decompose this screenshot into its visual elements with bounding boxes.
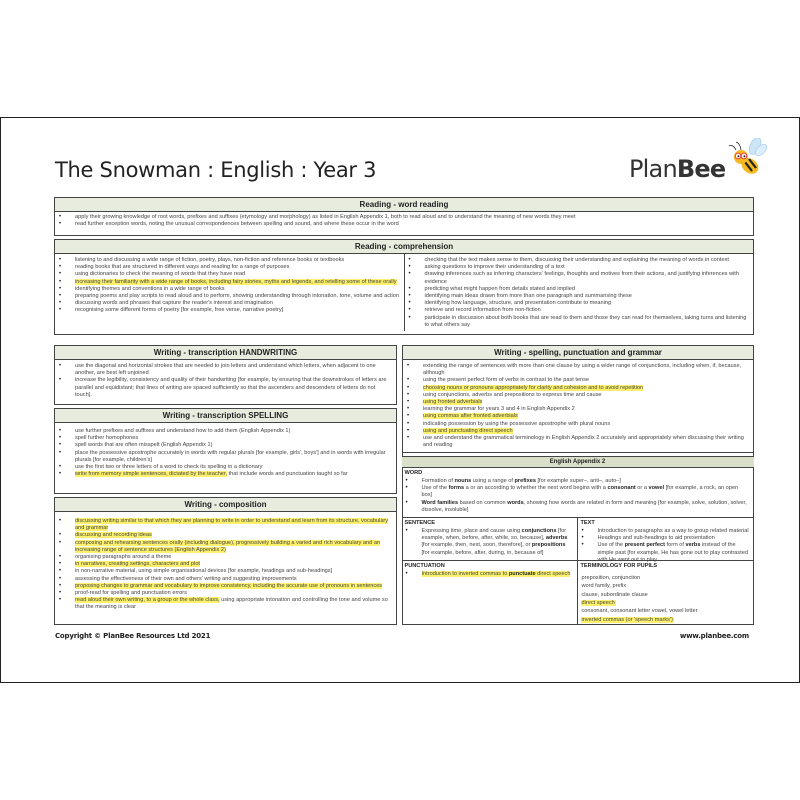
list-item: • predicting what might happen from details stated and implied	[409, 286, 750, 293]
appendix-terminology-label: TERMINOLOGY FOR PUPILS	[580, 563, 658, 570]
planbee-logo	[629, 138, 769, 188]
appendix-word-list	[402, 477, 754, 517]
list-item: • spell further homophones	[59, 435, 392, 442]
list-item: • participate in discussion about both books that are read to them and those they can read for themselves, taking turns and listening to what others say	[409, 315, 750, 329]
appendix-text-list	[578, 527, 754, 566]
list-item: • identifying how language, structure, and presentation contribute to meaning	[409, 300, 750, 307]
list-item: • increasing their familiarity with a wide range of books, including fairy stories, myths and legends, and retelling some of these orally	[59, 279, 400, 286]
list-item: • Introduction to paragraphs as a way to group related material	[582, 528, 750, 535]
list-item: • increase the legibility, consistency and quality of their handwriting [for example, by ensuring that the downstrokes of letters are parallel and equidistant; that lines of writing are spaced sufficiently so that the ascenders and descenders of letters do not touch].	[59, 377, 392, 399]
section-heading: Writing - transcription HANDWRITING	[55, 346, 396, 360]
list-item: • use the first two or three letters of a word to check its spelling in a dictionary	[59, 464, 392, 471]
word-reading-list	[55, 212, 753, 230]
list-item: • identifying themes and conventions in a wide range of books	[59, 286, 400, 293]
list-item: • discussing and recording ideas	[59, 532, 392, 539]
spag-list	[403, 360, 753, 451]
appendix-word-label: WORD	[404, 470, 423, 476]
list-item: • choosing nouns or pronouns appropriately for clarity and cohesion and to avoid repetition	[407, 385, 749, 392]
list-item: • preparing poems and play scripts to read aloud and to perform, showing understanding through intonation, tone, volume and action	[59, 293, 400, 300]
list-item: • listening to and discussing a wide range of fiction, poetry, plays, non-fiction and reference books or textbooks	[59, 257, 400, 264]
list-item: • learning the grammar for years 3 and 4 in English Appendix 2	[407, 406, 749, 413]
section-spag	[402, 345, 754, 625]
appendix-2	[402, 452, 754, 624]
list-item: • composing and rehearsing sentences orally (including dialogue), progressively building a varied and rich vocabulary and an increasing range of sentence structures (English Appendix 2)	[59, 540, 392, 554]
logo-text-plan: Plan	[629, 155, 677, 183]
section-comprehension	[54, 239, 754, 335]
section-composition	[54, 497, 397, 625]
list-item: • use the diagonal and horizontal strokes that are needed to join letters and understand which letters, when adjacent to one another, are best left unjoined	[59, 363, 392, 377]
appendix-punctuation-label: PUNCTUATION	[404, 563, 445, 570]
list-item: • retrieve and record information from non-fiction	[409, 307, 750, 314]
appendix-text	[578, 518, 754, 563]
list-item: • write from memory simple sentences, dictated by the teacher, that include words and punctuation taught so far	[59, 471, 392, 478]
list-item: • using conjunctions, adverbs and prepositions to express time and cause	[407, 392, 749, 399]
list-item: • in non-narrative material, using simple organisational devices [for example, headings and sub-headings]	[59, 568, 392, 575]
section-heading: Writing - composition	[55, 498, 396, 512]
terminology-item: direct speech	[581, 599, 615, 606]
list-item: • using commas after fronted adverbials	[407, 413, 749, 420]
comprehension-left-list	[55, 254, 404, 317]
website-link[interactable]: www.planbee.com	[679, 632, 749, 640]
composition-list	[55, 512, 396, 614]
section-heading: Reading - comprehension	[55, 240, 753, 254]
appendix-punctuation	[402, 560, 578, 624]
list-item: • assessing the effectiveness of their own and others' writing and suggesting improvements	[59, 576, 392, 583]
terminology-item: clause, subordinate clause	[581, 591, 648, 598]
list-item: • identifying main ideas drawn from more than one paragraph and summarising these	[409, 293, 750, 300]
list-item: • read aloud their own writing, to a group or the whole class, using appropriate intonation and controlling the tone and volume so that the meaning is clear	[59, 597, 392, 611]
appendix-grid	[402, 517, 754, 624]
terminology-item: preposition, conjunction	[581, 575, 641, 582]
copyright-text: Copyright © PlanBee Resources Ltd 2021	[55, 632, 211, 640]
list-item: • Use of the forms a or an according to whether the next word begins with a consonant or a vowel [for example, a rock, an open box]	[406, 485, 750, 499]
list-item: • Formation of nouns using a range of prefixes [for example super–, anti–, auto–]	[406, 478, 750, 485]
appendix-terminology	[578, 560, 754, 624]
section-handwriting	[54, 345, 397, 405]
list-item: • discussing words and phrases that capture the reader's interest and imagination	[59, 300, 400, 307]
section-heading: Reading - word reading	[55, 198, 753, 212]
appendix-word	[402, 468, 754, 517]
list-item: • recognising some different forms of poetry [for example, free verse, narrative poetry]	[59, 307, 400, 314]
appendix-heading: English Appendix 2	[402, 456, 754, 468]
list-item: • use further prefixes and suffixes and understand how to add them (English Appendix 1)	[59, 428, 392, 435]
list-item: • using and punctuating direct speech	[407, 428, 749, 435]
appendix-sentence	[402, 518, 578, 560]
spelling-list	[55, 423, 396, 480]
section-spelling	[54, 408, 397, 494]
logo-text	[629, 155, 725, 183]
list-item: • drawing inferences such as inferring characters' feelings, thoughts and motives from their actions, and justifying inferences with evidence	[409, 271, 750, 285]
list-item: • organising paragraphs around a theme	[59, 554, 392, 561]
bee-mascot-icon	[717, 138, 767, 178]
list-item: • read further exception words, noting the unusual correspondences between spelling and sound, and where these occur in the word	[59, 221, 749, 228]
appendix-sentence-list	[402, 527, 577, 559]
list-item: • using fronted adverbials	[407, 399, 749, 406]
comprehension-columns	[55, 254, 753, 331]
handwriting-list	[55, 360, 396, 401]
list-item: • asking questions to improve their understanding of a text	[409, 264, 750, 271]
terminology-item: consonant, consonant letter vowel, vowel letter	[581, 608, 698, 615]
appendix-text-label: TEXT	[580, 520, 595, 527]
list-item: • Use of the present perfect form of verbs instead of the simple past [for example, He has gone out to play contrasted with He went out to play	[582, 542, 750, 564]
terminology-item: inverted commas (or 'speech marks')	[581, 616, 673, 623]
list-item: • Word families based on common words, showing how words are related in form and meaning [for example, solve, solution, solver, dissolve, insoluble]	[406, 500, 750, 514]
list-item: • checking that the text makes sense to them, discussing their understanding and explaining the meaning of words in context	[409, 257, 750, 264]
list-item: • indicating possession by using the possessive apostrophe with plural nouns	[407, 421, 749, 428]
appendix-terminology-list	[578, 570, 754, 624]
comprehension-right-list	[405, 254, 754, 331]
list-item: • reading books that are structured in different ways and reading for a range of purposes	[59, 264, 400, 271]
list-item: • use and understand the grammatical terminology in English Appendix 2 accurately and appropriately when discussing their writing and reading	[407, 435, 749, 449]
terminology-item: word family, prefix	[581, 583, 627, 590]
list-item: • Headings and sub-headings to aid presentation	[582, 535, 750, 542]
appendix-punctuation-list	[402, 570, 577, 580]
list-item: • proposing changes to grammar and vocabulary to improve consistency, including the accurate use of pronouns in sentences	[59, 583, 392, 590]
list-item: • using the present perfect form of verbs in contrast to the past tense	[407, 377, 749, 384]
list-item: • Introduction to inverted commas to punctuate direct speech	[406, 571, 573, 578]
list-item: • discussing writing similar to that which they are planning to write in order to understand and learn from its structure, vocabulary and grammar	[59, 518, 392, 532]
list-item: • extending the range of sentences with more than one clause by using a wider range of conjunctions, including when, if, because, although	[407, 363, 749, 377]
list-item: • Expressing time, place and cause using conjunctions [for example, when, before, after, while, so, because], adverbs [for example, then, next, soon, therefore], or prepositions [for example, before, after, during, in, because of]	[406, 528, 573, 557]
list-item: • proof-read for spelling and punctuation errors	[59, 590, 392, 597]
logo-text-bee: Bee	[676, 155, 726, 183]
list-item: • using dictionaries to check the meaning of words that they have read	[59, 271, 400, 278]
list-item: • place the possessive apostrophe accurately in words with regular plurals [for example, girls', boys'] and in words with irregular plurals [for example, children's]	[59, 450, 392, 464]
section-heading: Writing - spelling, punctuation and grammar	[403, 346, 753, 360]
list-item: • in narratives, creating settings, characters and plot	[59, 561, 392, 568]
section-heading: Writing - transcription SPELLING	[55, 409, 396, 423]
page-title: The Snowman : English : Year 3	[55, 158, 377, 182]
appendix-sentence-label: SENTENCE	[404, 520, 435, 527]
document-page	[0, 117, 800, 683]
list-item: • spell words that are often misspelt (English Appendix 1)	[59, 442, 392, 449]
section-word-reading	[54, 197, 754, 236]
list-item: • apply their growing knowledge of root words, prefixes and suffixes (etymology and morphology) as listed in English Appendix 1, both to read aloud and to understand the meaning of new words they meet	[59, 214, 749, 221]
